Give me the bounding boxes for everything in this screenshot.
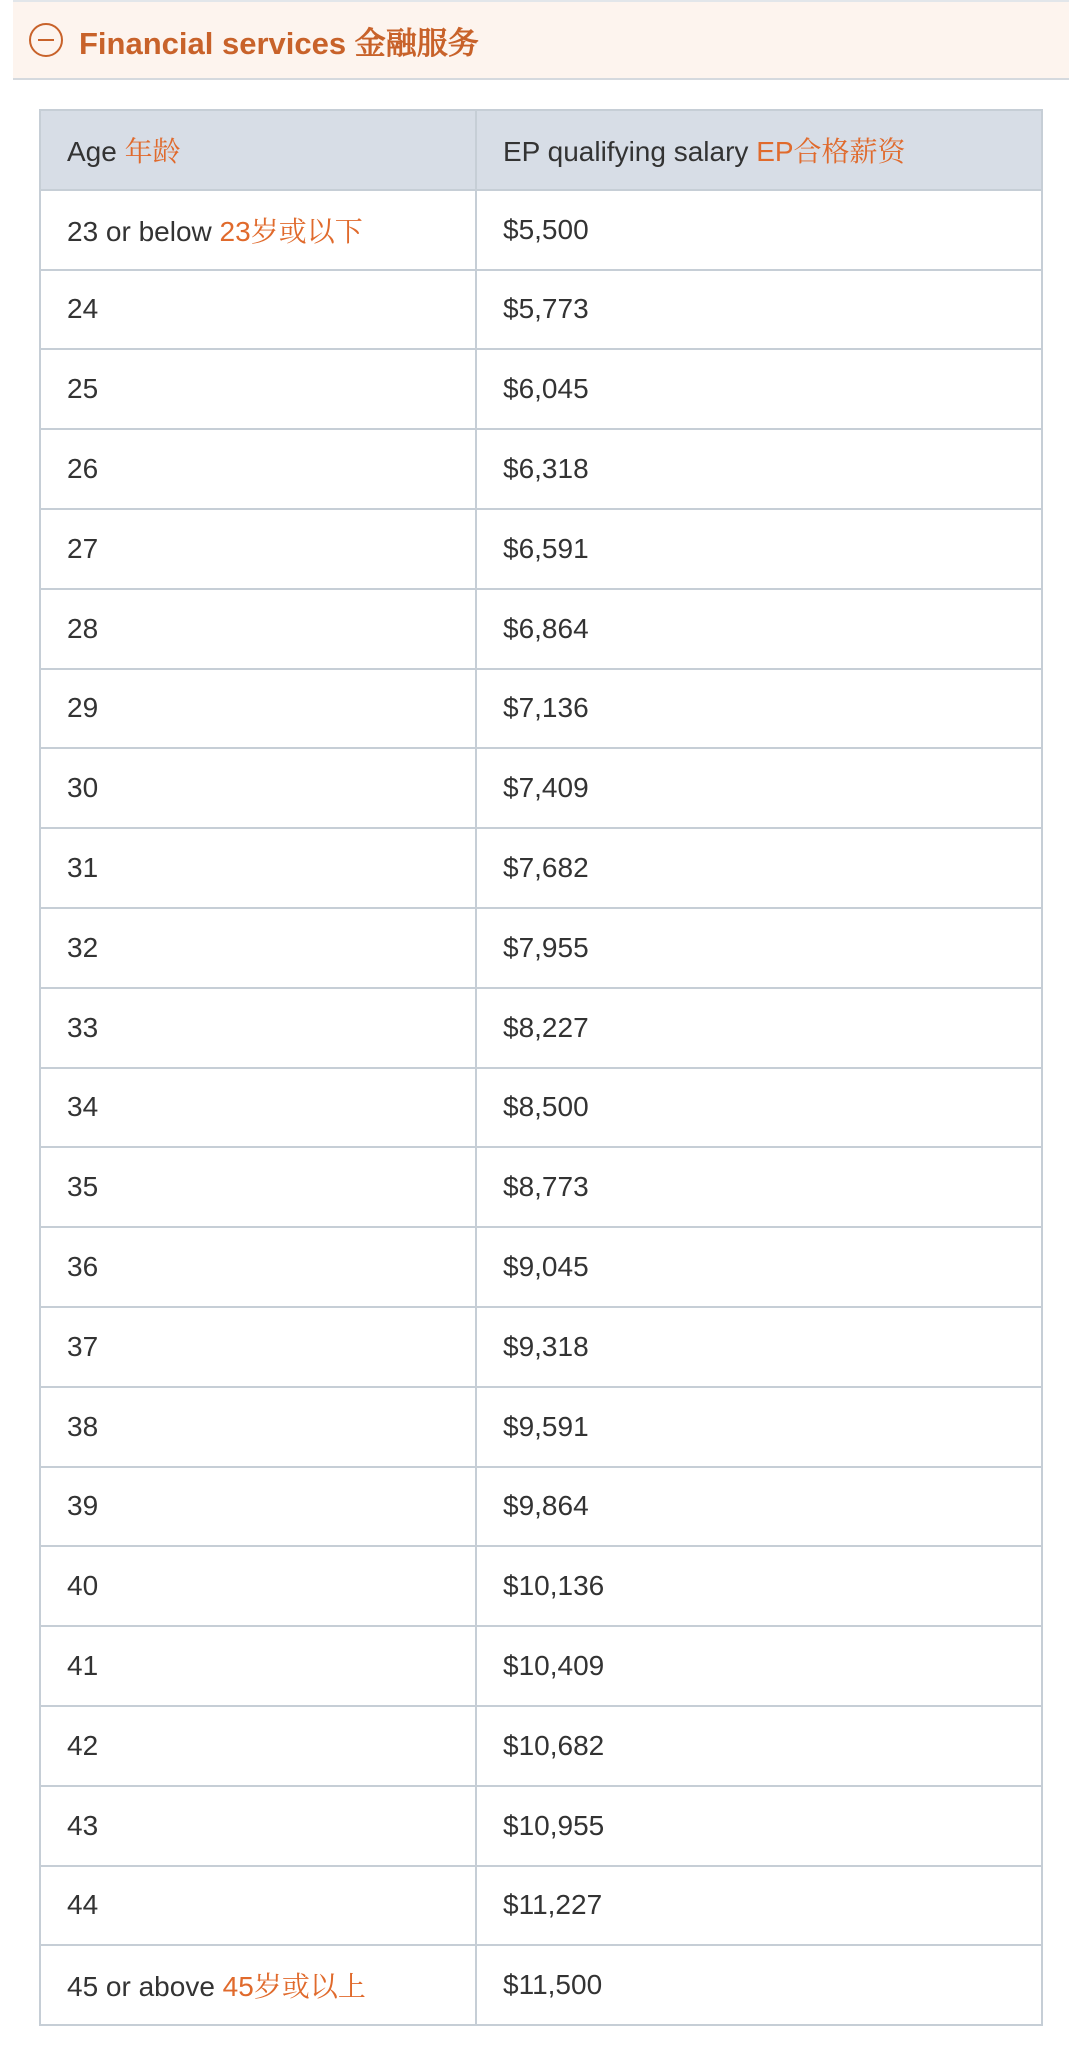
- salary-value: $9,591: [503, 1410, 589, 1442]
- salary-cell: [476, 988, 1042, 1068]
- age-value: 40: [67, 1570, 99, 1602]
- salary-value: $7,682: [503, 852, 589, 884]
- table-row: [40, 1387, 1042, 1467]
- age-cell: [40, 349, 476, 429]
- salary-cell: [476, 908, 1042, 988]
- age-cell: [40, 190, 476, 270]
- section-header-financial-services[interactable]: [13, 0, 1069, 80]
- table-row: [40, 270, 1042, 350]
- header-salary-zh: EP合格薪资: [756, 135, 906, 167]
- table-row: [40, 1626, 1042, 1706]
- age-value: 30: [67, 772, 99, 804]
- salary-value: $7,955: [503, 931, 589, 963]
- age-cell: [40, 1706, 476, 1786]
- age-cell: [40, 748, 476, 828]
- age-cell: [40, 1307, 476, 1387]
- salary-value: $8,500: [503, 1091, 589, 1123]
- age-cell: [40, 509, 476, 589]
- salary-value: $10,955: [503, 1809, 605, 1841]
- table-row: [40, 1147, 1042, 1227]
- salary-cell: [476, 1786, 1042, 1866]
- section-title-en: Financial services: [79, 25, 347, 61]
- age-value: 36: [67, 1251, 99, 1283]
- salary-cell: [476, 190, 1042, 270]
- table-row: [40, 1706, 1042, 1786]
- table-row: [40, 1866, 1042, 1946]
- salary-value: $9,045: [503, 1251, 589, 1283]
- age-value: 31: [67, 852, 99, 884]
- age-cell: [40, 429, 476, 509]
- age-value: 24: [67, 293, 99, 325]
- section-title: [79, 18, 479, 63]
- salary-value: $7,136: [503, 692, 589, 724]
- salary-value: $5,500: [503, 213, 589, 245]
- age-value: 42: [67, 1729, 99, 1761]
- table-row: [40, 1945, 1042, 2025]
- header-age-en: Age: [67, 135, 117, 167]
- age-cell: [40, 1626, 476, 1706]
- table-row: [40, 669, 1042, 749]
- salary-value: $8,227: [503, 1011, 589, 1043]
- age-value: 32: [67, 931, 99, 963]
- age-cell: [40, 1387, 476, 1467]
- age-value: 39: [67, 1490, 99, 1522]
- salary-cell: [476, 429, 1042, 509]
- salary-value: $10,409: [503, 1650, 605, 1682]
- salary-value: $8,773: [503, 1171, 589, 1203]
- salary-value: $6,591: [503, 532, 589, 564]
- salary-cell: [476, 270, 1042, 350]
- age-cell: [40, 1227, 476, 1307]
- age-value: 23 or below: [67, 215, 212, 247]
- table-body: [40, 190, 1042, 2025]
- age-value: 33: [67, 1011, 99, 1043]
- age-cell: [40, 1467, 476, 1547]
- header-age: [40, 110, 476, 190]
- age-value: 35: [67, 1171, 99, 1203]
- salary-cell: [476, 1626, 1042, 1706]
- table-row: [40, 1227, 1042, 1307]
- salary-cell: [476, 1147, 1042, 1227]
- age-cell: [40, 1546, 476, 1626]
- section-title-zh: 金融服务: [354, 25, 479, 61]
- salary-cell: [476, 589, 1042, 669]
- age-cell: [40, 669, 476, 749]
- age-cell: [40, 1147, 476, 1227]
- salary-value: $9,864: [503, 1490, 589, 1522]
- age-cell: [40, 828, 476, 908]
- salary-cell: [476, 1706, 1042, 1786]
- age-value: 43: [67, 1809, 99, 1841]
- age-value: 29: [67, 692, 99, 724]
- header-age-zh: 年龄: [124, 135, 181, 167]
- salary-cell: [476, 1546, 1042, 1626]
- table-row: [40, 988, 1042, 1068]
- age-cell: [40, 988, 476, 1068]
- salary-cell: [476, 509, 1042, 589]
- table-row: [40, 190, 1042, 270]
- age-cell: [40, 270, 476, 350]
- salary-cell: [476, 828, 1042, 908]
- age-cell: [40, 589, 476, 669]
- salary-cell: [476, 349, 1042, 429]
- age-value: 25: [67, 373, 99, 405]
- salary-table: [39, 109, 1043, 2026]
- age-value: 37: [67, 1330, 99, 1362]
- age-cell: [40, 1945, 476, 2025]
- age-value: 26: [67, 453, 99, 485]
- table-row: [40, 748, 1042, 828]
- table-row: [40, 509, 1042, 589]
- table-row: [40, 429, 1042, 509]
- salary-value: $6,045: [503, 373, 589, 405]
- table-row: [40, 349, 1042, 429]
- salary-value: $9,318: [503, 1330, 589, 1362]
- salary-value: $11,227: [503, 1889, 603, 1921]
- salary-value: $5,773: [503, 293, 589, 325]
- salary-cell: [476, 1387, 1042, 1467]
- salary-cell: [476, 1945, 1042, 2025]
- age-cell: [40, 1786, 476, 1866]
- table-row: [40, 908, 1042, 988]
- salary-value: $10,682: [503, 1729, 605, 1761]
- table-row: [40, 589, 1042, 669]
- table-row: [40, 1467, 1042, 1547]
- salary-value: $10,136: [503, 1570, 605, 1602]
- salary-cell: [476, 748, 1042, 828]
- age-cell: [40, 1068, 476, 1148]
- salary-table-container: [39, 109, 1041, 2026]
- age-value: 44: [67, 1889, 99, 1921]
- header-salary: [476, 110, 1042, 190]
- age-value: 28: [67, 612, 99, 644]
- age-value: 38: [67, 1410, 99, 1442]
- age-value: 45 or above: [67, 1971, 215, 2003]
- salary-cell: [476, 1467, 1042, 1547]
- table-row: [40, 1546, 1042, 1626]
- salary-cell: [476, 1307, 1042, 1387]
- age-value-zh: 45岁或以上: [222, 1971, 366, 2003]
- salary-value: $7,409: [503, 772, 589, 804]
- age-value: 41: [67, 1650, 99, 1682]
- table-row: [40, 828, 1042, 908]
- age-cell: [40, 908, 476, 988]
- table-header-row: [40, 110, 1042, 190]
- salary-value: $11,500: [503, 1969, 603, 2001]
- table-row: [40, 1307, 1042, 1387]
- header-salary-en: EP qualifying salary: [503, 135, 749, 167]
- salary-cell: [476, 669, 1042, 749]
- salary-cell: [476, 1866, 1042, 1946]
- table-row: [40, 1786, 1042, 1866]
- table-row: [40, 1068, 1042, 1148]
- salary-value: $6,318: [503, 453, 589, 485]
- age-cell: [40, 1866, 476, 1946]
- salary-cell: [476, 1227, 1042, 1307]
- salary-value: $6,864: [503, 612, 589, 644]
- collapse-minus-circle-icon[interactable]: [29, 23, 63, 57]
- age-value-zh: 23岁或以下: [219, 215, 363, 247]
- age-value: 27: [67, 532, 99, 564]
- salary-cell: [476, 1068, 1042, 1148]
- age-value: 34: [67, 1091, 99, 1123]
